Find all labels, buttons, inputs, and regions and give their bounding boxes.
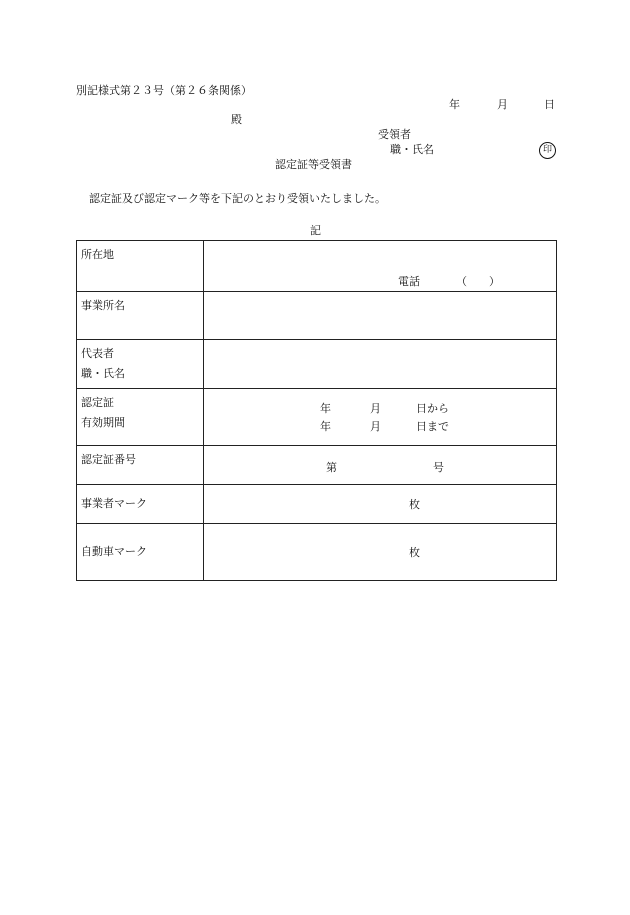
ki-label: 記 [310,224,321,237]
seal-mark-icon: 印 [539,142,556,159]
row-business-mark [77,485,557,524]
row-location [77,241,557,292]
validity-from-day: 日から [416,402,449,415]
form-number: 別記様式第２３号（第２６条関係） [76,84,252,97]
row-cert-number [77,446,557,485]
receiver-label: 受領者 [378,128,411,141]
validity-to-day: 日まで [416,420,449,433]
date-year-label: 年 [449,98,460,111]
value-business-mark[interactable] [204,485,557,524]
label-representative: 代表者 職・氏名 [77,340,204,389]
value-vehicle-mark[interactable] [204,524,557,581]
row-vehicle-mark [77,524,557,581]
label-office-name: 事業所名 [77,292,204,340]
row-office-name [77,292,557,340]
value-representative[interactable] [204,340,557,389]
label-business-mark: 事業者マーク [77,485,204,524]
validity-to-month: 月 [370,420,381,433]
value-cert-number[interactable] [204,446,557,485]
phone-parens: （ ） [456,275,500,288]
row-validity [77,389,557,446]
label-cert-number: 認定証番号 [77,446,204,485]
addressee-suffix: 殿 [231,113,242,126]
validity-from-year: 年 [320,402,331,415]
cert-number-prefix: 第 [326,461,337,474]
row-representative [77,340,557,389]
receiver-name-label: 職・氏名 [390,143,434,156]
business-mark-unit: 枚 [409,498,420,511]
date-day-label: 日 [544,98,555,111]
label-vehicle-mark: 自動車マーク [77,524,204,581]
value-location[interactable] [204,241,557,292]
label-validity: 認定証 有効期間 [77,389,204,446]
date-month-label: 月 [497,98,508,111]
value-office-name[interactable] [204,292,557,340]
document-title: 認定証等受領書 [275,158,352,171]
validity-to-year: 年 [320,420,331,433]
validity-from-month: 月 [370,402,381,415]
value-validity[interactable] [204,389,557,446]
receipt-table [76,240,557,581]
vehicle-mark-unit: 枚 [409,546,420,559]
body-text: 認定証及び認定マーク等を下記のとおり受領いたしました。 [89,192,386,205]
cert-number-suffix: 号 [433,461,444,474]
label-location: 所在地 [77,241,204,292]
phone-label: 電話 [398,275,420,288]
